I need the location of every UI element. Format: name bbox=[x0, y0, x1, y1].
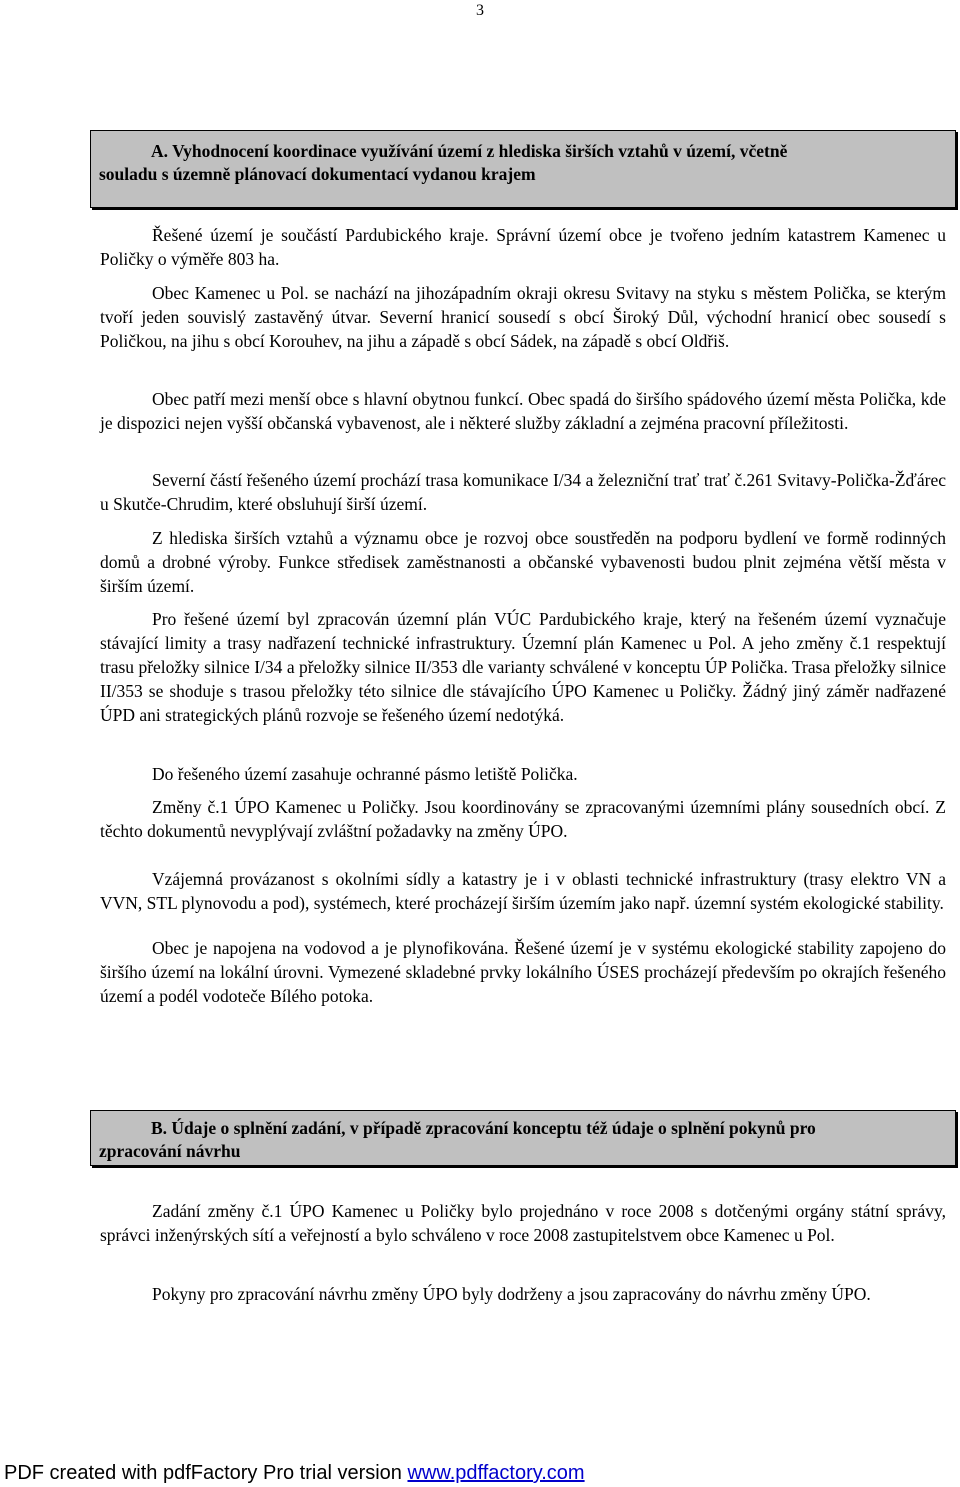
paragraph bbox=[100, 795, 946, 843]
paragraph bbox=[100, 1199, 946, 1247]
paragraph-text: Řešené území je součástí Pardubického kraje. Správní území obce je tvořeno jedním katastrem Kamenec u Poličky o výměře 803 ha. bbox=[100, 225, 946, 269]
paragraph-text: Obec patří mezi menší obce s hlavní obytnou funkcí. Obec spadá do širšího spádového území města Polička, kde je dispozici nejen vyšší občanská vybavenost, ale i některé služby základní a zejména pracovní příležitosti. bbox=[100, 389, 946, 433]
section-b-heading-line1: B. Údaje o splnění zadání, v případě zpracování konceptu též údaje o splnění pokynů pro bbox=[151, 1118, 816, 1138]
paragraph bbox=[100, 936, 946, 1008]
page-number: 3 bbox=[476, 2, 484, 19]
section-b-heading bbox=[90, 1110, 956, 1166]
paragraph bbox=[100, 387, 946, 435]
paragraph-text: Obec je napojena na vodovod a je plynofikována. Řešené území je v systému ekologické stability zapojeno do širšího území na lokální úrovni. Vymezené skladebné prvky lokálního ÚSES procházejí především po okrajích řešeného území a podél vodoteče Bílého potoka. bbox=[100, 938, 946, 1006]
section-b-heading-line2: zpracování návrhu bbox=[99, 1141, 241, 1161]
paragraph bbox=[100, 607, 946, 727]
paragraph bbox=[100, 762, 946, 786]
footer-text: PDF created with pdfFactory Pro trial version bbox=[4, 1462, 408, 1484]
pdf-footer bbox=[4, 1462, 585, 1484]
section-a-heading bbox=[90, 130, 956, 208]
paragraph-text: Zadání změny č.1 ÚPO Kamenec u Poličky bylo projednáno v roce 2008 s dotčenými orgány státní správy, správci inženýrských sítí a veřejností a bylo schváleno v roce 2008 zastupitelstvem obce Kamenec u Pol. bbox=[100, 1201, 946, 1245]
section-a-heading-line2: souladu s územně plánovací dokumentací vydanou krajem bbox=[99, 164, 536, 184]
paragraph bbox=[100, 867, 946, 915]
paragraph bbox=[100, 1282, 946, 1306]
paragraph-text: Změny č.1 ÚPO Kamenec u Poličky. Jsou koordinovány se zpracovanými územními plány sousedních obcí. Z těchto dokumentů nevyplývají zvláštní požadavky na změny ÚPO. bbox=[100, 797, 946, 841]
paragraph-text: Pro řešené území byl zpracován územní plán VÚC Pardubického kraje, který na řešeném území vyznačuje stávající limity a trasy nadřazení technické infrastruktury. Územní plán Kamenec u Pol. A jeho změny č.1 respektují trasu přeložky silnice I/34 a přeložky silnice II/353 dle varianty schválené v konceptu ÚP Polička. Trasa přeložky silnice II/353 se shoduje s trasou přeložky této silnice dle stávajícího ÚPO Kamenec u Poličky. Žádný jiný záměr nadřazené ÚPD ani strategických plánů rozvoje se řešeného území nedotýká. bbox=[100, 609, 946, 725]
paragraph bbox=[100, 281, 946, 353]
paragraph bbox=[100, 468, 946, 516]
paragraph-text: Obec Kamenec u Pol. se nachází na jihozápadním okraji okresu Svitavy na styku s městem Polička, se kterým tvoří jeden souvislý zastavěný útvar. Severní hranicí sousedí s obcí Široký Důl, východní hranicí obec sousedí s Poličkou, na jihu s obcí Korouhev, na jihu a západě s obcí Sádek, na západě s obcí Oldřiš. bbox=[100, 283, 946, 351]
paragraph-text: Severní částí řešeného území prochází trasa komunikace I/34 a železniční trať trať č.261 Svitavy-Polička-Žďárec u Skutče-Chrudim, které obsluhují širší území. bbox=[100, 470, 946, 514]
paragraph bbox=[100, 223, 946, 271]
paragraph-text: Z hlediska širších vztahů a významu obce je rozvoj obce soustředěn na podporu bydlení ve formě rodinných domů a drobné výroby. Funkce středisek zaměstnanosti a občanské vybavenosti budou plnit zejména větší města v širším území. bbox=[100, 528, 946, 596]
footer-link[interactable]: www.pdffactory.com bbox=[407, 1462, 585, 1484]
paragraph bbox=[100, 526, 946, 598]
paragraph-text: Pokyny pro zpracování návrhu změny ÚPO byly dodrženy a jsou zapracovány do návrhu změny ÚPO. bbox=[152, 1284, 871, 1304]
paragraph-text: Vzájemná provázanost s okolními sídly a katastry je i v oblasti technické infrastruktury (trasy elektro VN a VVN, STL plynovodu a pod), systémech, které procházejí širším územím jako např. územní systém ekologické stability. bbox=[100, 869, 946, 913]
paragraph-text: Do řešeného území zasahuje ochranné pásmo letiště Polička. bbox=[152, 764, 578, 784]
section-a-heading-line1: A. Vyhodnocení koordinace využívání území z hlediska širších vztahů v území, včetně bbox=[151, 141, 788, 161]
